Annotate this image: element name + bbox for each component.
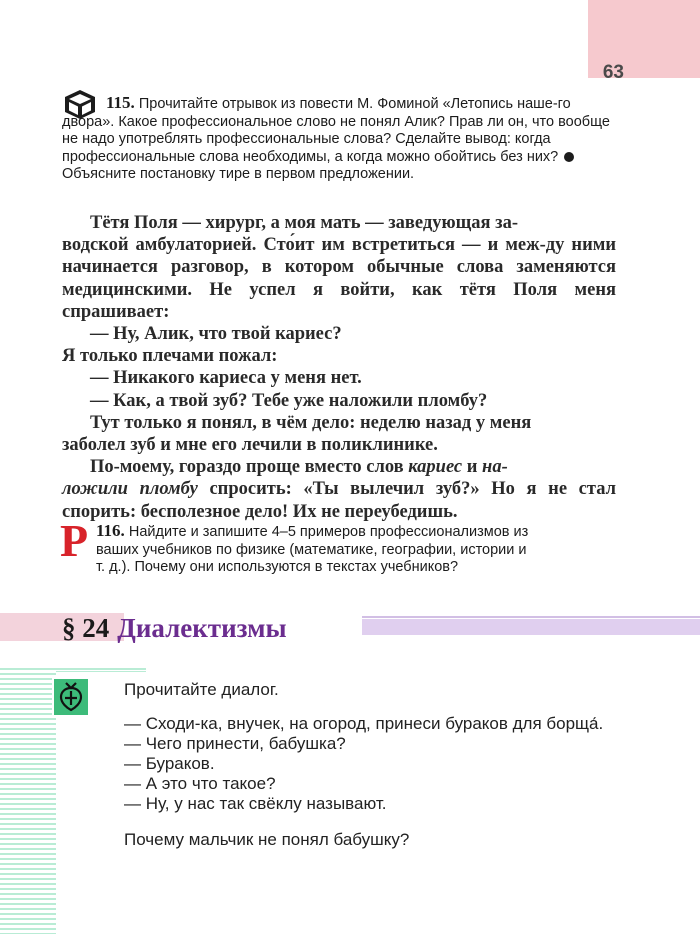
decorative-stripes-top [56,668,146,672]
dialog-line: — Бураков. [124,754,215,773]
section-number: § 24 [62,613,110,643]
dialog-intro: Прочитайте диалог. [124,680,279,699]
r-letter-icon: Р [60,515,89,566]
dialog-question: Почему мальчик не понял бабушку? [124,830,410,849]
task-number: 115. [106,93,135,112]
section-band-right [362,619,700,635]
passage-text: По-моему, гораздо проще вместо слов [90,457,404,478]
passage-dialogue-line: — Ну, Алик, что твой кариес? [90,324,342,345]
literary-passage [62,212,616,523]
passage-dialogue-line: — Никакого кариеса у меня нет. [90,368,362,389]
passage-paragraph-final [90,456,616,478]
task-text-extra: Объясните постановку тире в первом предложении. [62,166,415,182]
passage-paragraph: Тут только я понял, в чём дело: неделю назад у меня [90,412,532,433]
passage-text: и [466,457,478,478]
passage-dialogue-line: — Как, а твой зуб? Тебе уже наложили пломбу? [90,390,488,411]
task-116 [96,522,536,577]
passage-text: спросить: «Ты вылечил зуб?» Но я не стал спорить: бесполезное дело! Их не переубедишь. [62,479,616,522]
section-band-line [362,616,700,618]
page-number: 63 [602,62,624,83]
term-filling-a: на- [482,457,508,478]
section-title: Диалектизмы [117,613,287,643]
term-filling-b: ложили пломбу [62,479,198,500]
dialog-line: — А это что такое? [124,774,276,793]
task-115 [62,94,618,184]
dialog-block [124,680,624,850]
task-text: Прочитайте отрывок из повести М. Фоминой «Летопись наше-го двора». Какое профессиональное слово не понял Алик? Прав ли он, что вообще не надо употреблять профессиональные слова? Сделайте вывод: когда профессиональные слова необходимы, а когда можно обойтись без них? [62,96,610,165]
dialog-line: — Ну, у нас так свёклу называют. [124,794,387,813]
passage-paragraph-cont: водской амбулаторией. Сто́ит им встретиться — и меж-ду ними начинается разговор, в котором обычные слова заменяются медицинскими. Не успел я войти, как тётя Поля меня спрашивает: [62,235,616,322]
bullet-icon [564,152,574,162]
dialog-line: — Сходи-ка, внучек, на огород, принеси бураков для борща́. [124,714,604,733]
task-number: 116. [96,521,125,540]
task-text: Найдите и запишите 4–5 примеров профессионализмов из ваших учебников по физике (математике, географии, истории и т. д.). Почему они используются в текстах учебников? [96,524,529,575]
passage-paragraph: Я только плечами пожал: [62,346,278,367]
section-heading [62,613,287,644]
term-caries: кариес [408,457,463,478]
passage-paragraph-cont [62,478,616,522]
passage-paragraph-cont: заболел зуб и мне его лечили в поликлинике. [62,435,438,456]
decorative-stripes [0,668,56,934]
exercise-icon [52,677,90,717]
passage-paragraph: Тётя Поля — хирург, а моя мать — заведующая за- [90,213,518,233]
dialog-line: — Чего принести, бабушка? [124,734,346,753]
